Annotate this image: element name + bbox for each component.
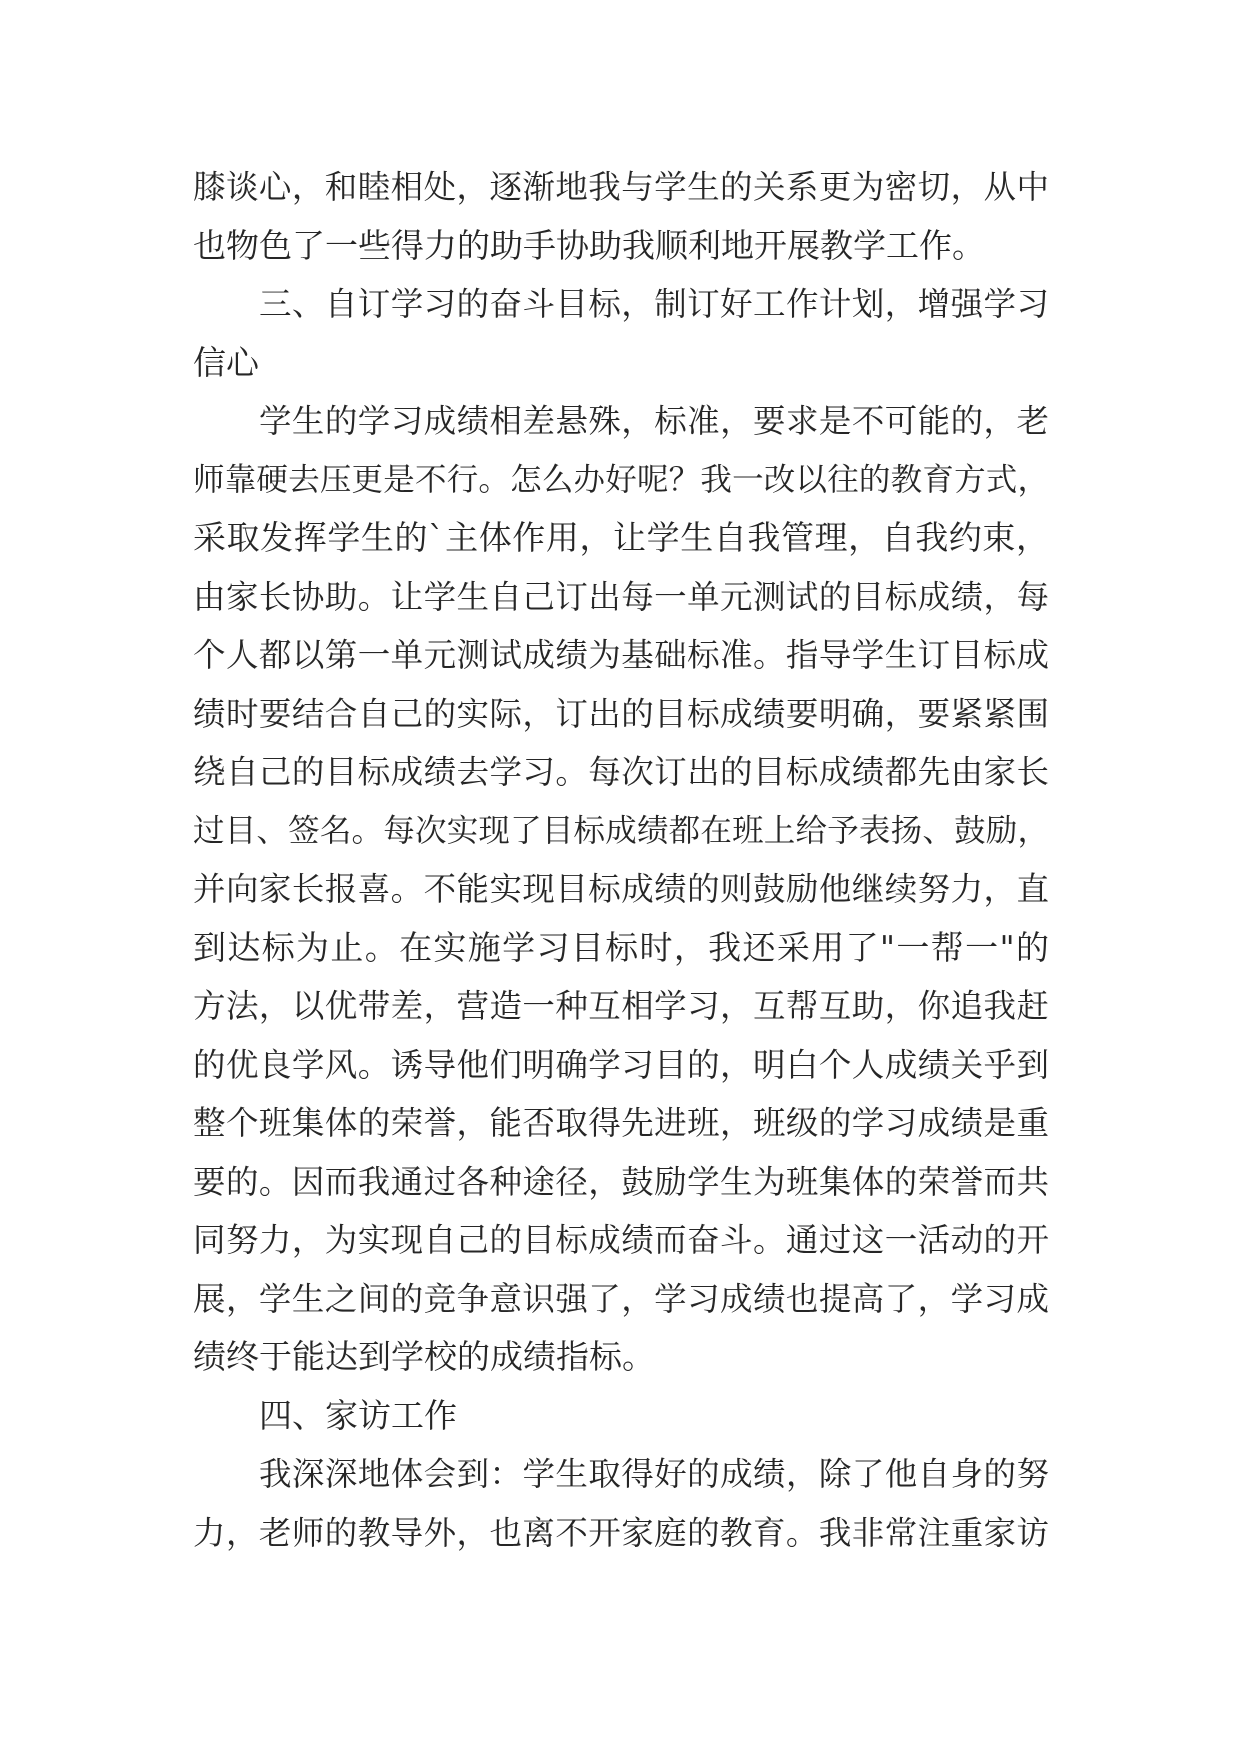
text-line: 的优良学风。诱导他们明确学习目的，明白个人成绩关乎到: [193, 1045, 1049, 1084]
text-line: 也物色了一些得力的助手协助我顺利地开展教学工作。: [193, 225, 985, 265]
text-line: 个人都以第一单元测试成绩为基础标准。指导学生订目标成: [193, 636, 1049, 674]
text-line: 并向家长报喜。不能实现目标成绩的则鼓励他继续努力，直: [193, 870, 1049, 908]
text-line: 信心: [193, 342, 259, 382]
document-body: [193, 158, 1049, 1562]
text-line: 膝谈心，和睦相处，逐渐地我与学生的关系更为密切，从中: [193, 168, 1049, 206]
text-line: 三、自订学习的奋斗目标，制订好工作计划，增强学习: [259, 285, 1049, 323]
text-line: 力，老师的教导外，也离不开家庭的教育。我非常注重家访: [193, 1513, 1049, 1552]
text-line: 要的。因而我通过各种途径，鼓励学生为班集体的荣誉而共: [193, 1162, 1049, 1201]
text-line: 采取发挥学生的`主体作用，让学生自我管理，自我约束，: [193, 518, 1049, 557]
text-line: 整个班集体的荣誉，能否取得先进班，班级的学习成绩是重: [193, 1104, 1049, 1142]
text-line: 方法，以优带差，营造一种互相学习，互帮互助，你追我赶: [193, 987, 1049, 1025]
text-line: 学生的学习成绩相差悬殊，标准，要求是不可能的，老: [259, 402, 1049, 440]
text-line: 绩终于能达到学校的成绩指标。: [193, 1337, 655, 1376]
text-line: 由家长协助。让学生自己订出每一单元测试的目标成绩，每: [193, 577, 1049, 616]
text-line: 到达标为止。在实施学习目标时，我还采用了"一帮一"的: [193, 927, 1049, 967]
text-line: 展，学生之间的竞争意识强了，学习成绩也提高了，学习成: [193, 1279, 1049, 1318]
text-line: 同努力，为实现自己的目标成绩而奋斗。通过这一活动的开: [193, 1221, 1049, 1259]
text-line: 绕自己的目标成绩去学习。每次订出的目标成绩都先由家长: [193, 753, 1049, 791]
text-line: 绩时要结合自己的实际，订出的目标成绩要明确，要紧紧围: [193, 694, 1049, 733]
text-line: 四、家访工作: [259, 1395, 457, 1435]
text-line: 过目、签名。每次实现了目标成绩都在班上给予表扬、鼓励，: [193, 812, 1049, 849]
text-line: 我深深地体会到：学生取得好的成绩，除了他自身的努: [259, 1455, 1049, 1493]
text-line: 师靠硬去压更是不行。怎么办好呢？我一改以往的教育方式，: [193, 461, 1049, 498]
